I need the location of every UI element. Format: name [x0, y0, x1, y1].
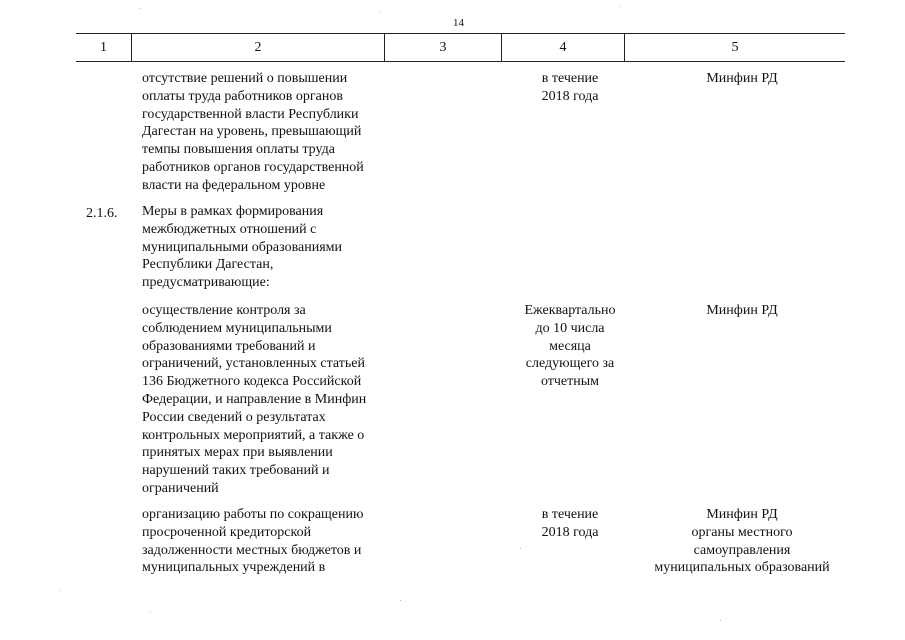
- row-description: [142, 506, 392, 577]
- responsible-line: муниципальных образований: [654, 560, 830, 576]
- description-line: межбюджетных отношений с: [142, 221, 317, 237]
- description-line: Дагестан на уровень, превышающий: [142, 124, 362, 140]
- scan-speck: [400, 600, 401, 601]
- description-line: муниципальными образованиями: [142, 239, 342, 255]
- term-line: 2018 года: [541, 524, 599, 540]
- row-responsible: [636, 302, 848, 320]
- column-header-2: 2: [131, 34, 384, 61]
- description-line: 136 Бюджетного кодекса Российской: [142, 374, 362, 390]
- description-line: ограничений: [142, 480, 219, 496]
- description-line: отсутствие решений о повышении: [142, 71, 348, 86]
- responsible-line: органы местного: [691, 524, 793, 540]
- description-line: Федерации, и направление в Минфин: [142, 391, 367, 407]
- description-line: власти на федеральном уровне: [142, 177, 326, 193]
- description-line: задолженности местных бюджетов и: [142, 542, 362, 558]
- row-term: [500, 70, 640, 106]
- description-line: темпы повышения оплаты труда: [142, 142, 335, 158]
- description-line: соблюдением муниципальными: [142, 320, 332, 336]
- description-line: оплаты труда работников органов: [142, 88, 343, 104]
- term-line: до 10 числа: [535, 320, 605, 336]
- column-header-1: 1: [100, 40, 107, 55]
- description-line: нарушений таких требований и: [142, 463, 330, 479]
- description-line: организацию работы по сокращению: [142, 507, 364, 522]
- description-line: осуществление контроля за: [142, 303, 306, 318]
- row-responsible: [636, 506, 848, 577]
- scan-speck: [380, 12, 381, 13]
- description-line: просроченной кредиторской: [142, 524, 312, 540]
- column-header-4: 4: [501, 34, 624, 61]
- description-line: образованиями требований и: [142, 338, 316, 354]
- scan-speck: [520, 548, 521, 549]
- responsible-line: самоуправления: [693, 542, 791, 558]
- description-line: работников органов государственной: [142, 159, 364, 175]
- row-term: [500, 302, 640, 391]
- description-line: России сведений о результатах: [142, 409, 326, 425]
- description-line: контрольных мероприятий, а также о: [142, 427, 365, 443]
- term-line: месяца: [549, 338, 591, 354]
- responsible-line: Минфин РД: [706, 303, 778, 318]
- term-line: следующего за: [525, 356, 615, 372]
- responsible-line: Минфин РД: [706, 507, 778, 522]
- description-line: муниципальных учреждений в: [142, 560, 326, 576]
- description-line: принятых мерах при выявлении: [142, 445, 333, 461]
- table-header: [76, 33, 845, 62]
- row-number: 2.1.6.: [86, 206, 118, 221]
- row-term: [500, 506, 640, 542]
- row-description: [142, 203, 392, 292]
- term-line: 2018 года: [541, 88, 599, 104]
- description-line: государственной власти Республики: [142, 106, 359, 122]
- scan-speck: [60, 590, 61, 591]
- row-description: [142, 70, 392, 195]
- term-line: в течение: [541, 71, 599, 86]
- page-number: 14: [453, 17, 464, 29]
- responsible-line: Минфин РД: [706, 71, 778, 86]
- scan-speck: [150, 612, 151, 613]
- column-header-3: 3: [384, 34, 501, 61]
- description-line: Меры в рамках формирования: [142, 204, 324, 219]
- row-description: [142, 302, 392, 498]
- term-line: в течение: [541, 507, 599, 522]
- term-line: Ежеквартально: [524, 303, 616, 318]
- scan-speck: [140, 8, 141, 9]
- scan-speck: [720, 620, 721, 621]
- description-line: ограничений, установленных статьей: [142, 356, 365, 372]
- term-line: отчетным: [540, 374, 600, 390]
- description-line: предусматривающие:: [142, 275, 270, 291]
- row-responsible: [636, 70, 848, 88]
- column-header-5: 5: [624, 34, 845, 61]
- description-line: Республики Дагестан,: [142, 257, 274, 273]
- scan-speck: [620, 6, 621, 7]
